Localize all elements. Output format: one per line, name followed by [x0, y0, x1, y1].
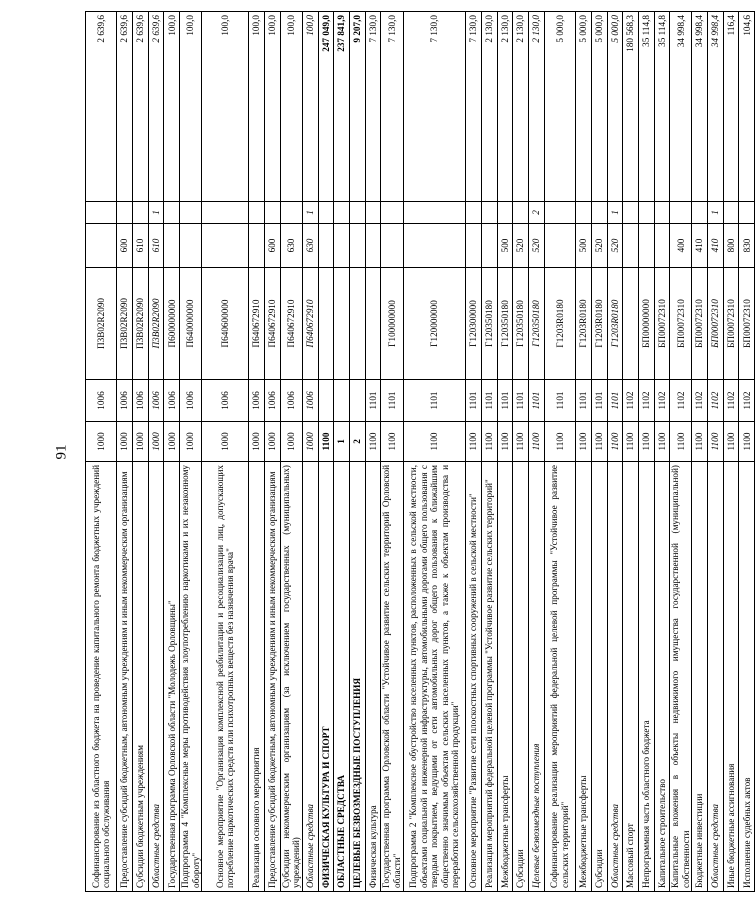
table-row — [692, 12, 708, 892]
row-expense-type-cell: 500 — [497, 224, 513, 268]
row-expense-type-cell: 400 — [670, 224, 692, 268]
row-section-cell: 1100 — [466, 422, 482, 462]
row-article-cell: П3В02R2090 — [86, 268, 117, 380]
table-row — [365, 12, 381, 892]
row-sum-cell: 237 841,9 — [334, 12, 350, 202]
row-name-cell: ЦЕЛЕВЫЕ БЕЗВОЗМЕЗДНЫЕ ПОСТУПЛЕНИЯ — [349, 462, 365, 892]
row-sum-cell: 100,0 — [265, 12, 281, 202]
row-section-cell: 1100 — [591, 422, 607, 462]
row-section-cell: 1 — [334, 422, 350, 462]
row-section-cell: 1000 — [148, 422, 164, 462]
row-article-cell: Г100000000 — [381, 268, 403, 380]
table-row — [591, 12, 607, 892]
row-sum-cell: 7 130,0 — [466, 12, 482, 202]
row-sum-cell: 100,0 — [280, 12, 302, 202]
row-section-cell: 1000 — [117, 422, 133, 462]
row-section-cell: 1100 — [607, 422, 623, 462]
row-section-cell: 1100 — [638, 422, 654, 462]
row-expense-type-cell: 600 — [265, 224, 281, 268]
row-expense-type-cell: 520 — [513, 224, 529, 268]
row-expense-type-cell: 630 — [302, 224, 318, 268]
row-article-cell: БП00072310 — [739, 268, 755, 380]
row-article-cell: Г120000000 — [403, 268, 466, 380]
table-row — [318, 12, 334, 892]
row-section-cell: 1000 — [302, 422, 318, 462]
row-subsection-cell: 1006 — [117, 380, 133, 422]
row-source-cell: 1 — [607, 202, 623, 224]
row-article-cell: П640672910 — [265, 268, 281, 380]
table-row — [148, 12, 164, 892]
table-row — [403, 12, 466, 892]
row-expense-type-cell — [638, 224, 654, 268]
row-source-cell — [403, 202, 466, 224]
row-article-cell: БП00000000 — [638, 268, 654, 380]
row-sum-cell: 2 130,0 — [529, 12, 545, 202]
row-section-cell: 1100 — [365, 422, 381, 462]
rotated-page-content — [85, 12, 752, 892]
row-source-cell — [349, 202, 365, 224]
row-source-cell — [117, 202, 133, 224]
row-source-cell — [692, 202, 708, 224]
row-sum-cell: 247 049,0 — [318, 12, 334, 202]
row-sum-cell: 9 207,0 — [349, 12, 365, 202]
row-article-cell: Г120350180 — [513, 268, 529, 380]
row-name-cell: Государственная программа Орловской области "Устойчивое развитие сельских территорий Орловской области" — [381, 462, 403, 892]
row-sum-cell: 34 998,4 — [708, 12, 724, 202]
table-row — [638, 12, 654, 892]
row-sum-cell: 5 000,0 — [576, 12, 592, 202]
table-row — [265, 12, 281, 892]
row-section-cell: 1100 — [708, 422, 724, 462]
row-subsection-cell: 1102 — [723, 380, 739, 422]
table-row — [302, 12, 318, 892]
row-source-cell: 1 — [148, 202, 164, 224]
table-row — [133, 12, 149, 892]
row-source-cell — [482, 202, 498, 224]
row-expense-type-cell: 520 — [591, 224, 607, 268]
table-row — [497, 12, 513, 892]
row-subsection-cell: 1101 — [365, 380, 381, 422]
row-sum-cell: 100,0 — [164, 12, 180, 202]
row-subsection-cell: 1101 — [403, 380, 466, 422]
row-name-cell: Предоставление субсидий бюджетным, автономным учреждениям и иным некоммерческим организациям — [117, 462, 133, 892]
row-source-cell: 1 — [302, 202, 318, 224]
row-subsection-cell — [318, 380, 334, 422]
row-article-cell: БП00072310 — [670, 268, 692, 380]
table-row — [117, 12, 133, 892]
row-article-cell: БП00072310 — [708, 268, 724, 380]
row-sum-cell: 34 998,4 — [670, 12, 692, 202]
row-article-cell: Г120350180 — [497, 268, 513, 380]
row-article-cell: Г120350180 — [482, 268, 498, 380]
row-section-cell: 1100 — [576, 422, 592, 462]
row-sum-cell: 35 114,8 — [638, 12, 654, 202]
row-article-cell: П3В02R2090 — [117, 268, 133, 380]
row-section-cell: 1100 — [529, 422, 545, 462]
row-expense-type-cell — [654, 224, 670, 268]
row-source-cell — [513, 202, 529, 224]
row-expense-type-cell — [365, 224, 381, 268]
row-sum-cell: 7 130,0 — [381, 12, 403, 202]
row-source-cell — [202, 202, 249, 224]
table-row — [349, 12, 365, 892]
table-row — [607, 12, 623, 892]
row-subsection-cell: 1102 — [623, 380, 639, 422]
table-row — [576, 12, 592, 892]
row-name-cell: Областные средства — [302, 462, 318, 892]
row-section-cell: 1100 — [544, 422, 575, 462]
row-article-cell — [349, 268, 365, 380]
row-name-cell: Бюджетные инвестиции — [692, 462, 708, 892]
table-row — [86, 12, 117, 892]
page-number: 91 — [53, 444, 70, 460]
row-name-cell: Физическая культура — [365, 462, 381, 892]
row-sum-cell: 34 998,4 — [692, 12, 708, 202]
row-article-cell: П3В02R2090 — [133, 268, 149, 380]
row-name-cell: Массовый спорт — [623, 462, 639, 892]
row-expense-type-cell — [403, 224, 466, 268]
row-expense-type-cell: 410 — [708, 224, 724, 268]
row-sum-cell: 2 639,6 — [133, 12, 149, 202]
row-article-cell: П640672910 — [280, 268, 302, 380]
row-source-cell: 1 — [708, 202, 724, 224]
row-source-cell — [466, 202, 482, 224]
row-section-cell: 1100 — [670, 422, 692, 462]
table-row — [334, 12, 350, 892]
row-sum-cell: 2 130,0 — [482, 12, 498, 202]
row-article-cell: Г1203R0180 — [591, 268, 607, 380]
table-row — [482, 12, 498, 892]
row-section-cell: 1100 — [723, 422, 739, 462]
table-row — [723, 12, 739, 892]
row-expense-type-cell — [381, 224, 403, 268]
row-sum-cell: 100,0 — [180, 12, 202, 202]
row-source-cell — [623, 202, 639, 224]
row-subsection-cell: 1102 — [692, 380, 708, 422]
row-section-cell: 1000 — [280, 422, 302, 462]
row-section-cell: 2 — [349, 422, 365, 462]
row-name-cell: Областные средства — [708, 462, 724, 892]
table-row — [180, 12, 202, 892]
table-row — [739, 12, 755, 892]
row-article-cell — [623, 268, 639, 380]
row-subsection-cell: 1006 — [265, 380, 281, 422]
row-name-cell: Софинансирование реализации мероприятий федеральной целевой программы "Устойчивое развитие сельских территорий" — [544, 462, 575, 892]
row-sum-cell: 104,6 — [739, 12, 755, 202]
row-subsection-cell: 1102 — [638, 380, 654, 422]
row-subsection-cell — [334, 380, 350, 422]
table-row — [623, 12, 639, 892]
row-source-cell — [249, 202, 265, 224]
row-article-cell: П640672910 — [249, 268, 265, 380]
row-source-cell — [723, 202, 739, 224]
row-sum-cell: 5 000,0 — [607, 12, 623, 202]
row-section-cell: 1000 — [265, 422, 281, 462]
row-source-cell — [739, 202, 755, 224]
row-section-cell: 1100 — [692, 422, 708, 462]
row-expense-type-cell — [334, 224, 350, 268]
table-row — [670, 12, 692, 892]
row-section-cell: 1100 — [513, 422, 529, 462]
row-article-cell — [334, 268, 350, 380]
row-subsection-cell: 1006 — [180, 380, 202, 422]
row-expense-type-cell: 830 — [739, 224, 755, 268]
row-section-cell: 1100 — [654, 422, 670, 462]
row-sum-cell: 100,0 — [249, 12, 265, 202]
table-row — [466, 12, 482, 892]
row-section-cell: 1100 — [381, 422, 403, 462]
row-subsection-cell: 1102 — [654, 380, 670, 422]
row-source-cell — [164, 202, 180, 224]
row-expense-type-cell — [466, 224, 482, 268]
row-subsection-cell: 1006 — [202, 380, 249, 422]
row-expense-type-cell: 410 — [692, 224, 708, 268]
row-article-cell: Г1203R0180 — [544, 268, 575, 380]
row-expense-type-cell — [86, 224, 117, 268]
row-article-cell: П600000000 — [164, 268, 180, 380]
table-row — [513, 12, 529, 892]
table-row — [654, 12, 670, 892]
table-row — [529, 12, 545, 892]
row-subsection-cell: 1006 — [86, 380, 117, 422]
row-expense-type-cell — [164, 224, 180, 268]
row-article-cell: Г1203R0180 — [576, 268, 592, 380]
row-expense-type-cell — [318, 224, 334, 268]
table-row — [708, 12, 724, 892]
row-sum-cell: 100,0 — [202, 12, 249, 202]
row-name-cell: Межбюджетные трансферты — [497, 462, 513, 892]
row-subsection-cell: 1101 — [466, 380, 482, 422]
row-name-cell: Подпрограмма 2 "Комплексное обустройство населенных пунктов, расположенных в сельской местности, объектами социальной и инженерной инфраструктуры, автомобильными дорогами общего пользования с твердым покрытием, ведущими от сети автомобильных дорог общего пользования к ближайшим общественно значимым объектам сельских населенных пунктов, а также к объектам производства и переработки сельскохозяйственной продукции" — [403, 462, 466, 892]
row-source-cell — [591, 202, 607, 224]
row-subsection-cell: 1101 — [513, 380, 529, 422]
row-expense-type-cell — [249, 224, 265, 268]
row-source-cell — [133, 202, 149, 224]
row-source-cell — [265, 202, 281, 224]
row-name-cell: Целевые безвозмездные поступления — [529, 462, 545, 892]
row-expense-type-cell: 500 — [576, 224, 592, 268]
row-source-cell: 2 — [529, 202, 545, 224]
row-name-cell: Субсидии — [591, 462, 607, 892]
row-name-cell: Непрограммная часть областного бюджета — [638, 462, 654, 892]
row-expense-type-cell — [623, 224, 639, 268]
table-row — [280, 12, 302, 892]
row-source-cell — [576, 202, 592, 224]
row-expense-type-cell — [202, 224, 249, 268]
row-section-cell: 1100 — [318, 422, 334, 462]
row-name-cell: ФИЗИЧЕСКАЯ КУЛЬТУРА И СПОРТ — [318, 462, 334, 892]
row-sum-cell: 100,0 — [302, 12, 318, 202]
row-subsection-cell: 1101 — [544, 380, 575, 422]
row-name-cell: Межбюджетные трансферты — [576, 462, 592, 892]
row-sum-cell: 35 114,8 — [654, 12, 670, 202]
row-name-cell: Субсидии некоммерческим организациям (за исключением государственных (муниципальных) учреждений) — [280, 462, 302, 892]
row-article-cell: П640600000 — [202, 268, 249, 380]
row-source-cell — [365, 202, 381, 224]
row-subsection-cell: 1101 — [607, 380, 623, 422]
row-name-cell: Областные средства — [607, 462, 623, 892]
row-subsection-cell: 1006 — [249, 380, 265, 422]
row-name-cell: ОБЛАСТНЫЕ СРЕДСТВА — [334, 462, 350, 892]
row-subsection-cell: 1102 — [708, 380, 724, 422]
row-source-cell — [318, 202, 334, 224]
row-source-cell — [381, 202, 403, 224]
row-source-cell — [497, 202, 513, 224]
row-source-cell — [334, 202, 350, 224]
row-article-cell — [318, 268, 334, 380]
row-article-cell — [365, 268, 381, 380]
row-subsection-cell: 1006 — [148, 380, 164, 422]
row-source-cell — [654, 202, 670, 224]
row-section-cell: 1000 — [86, 422, 117, 462]
row-subsection-cell: 1102 — [670, 380, 692, 422]
row-name-cell: Основное мероприятие "Организация комплексной реабилитации и ресоциализации лиц, допускающих потребление наркотических средств или психотропных веществ без назначения врача" — [202, 462, 249, 892]
row-sum-cell: 5 000,0 — [544, 12, 575, 202]
row-expense-type-cell: 520 — [529, 224, 545, 268]
table-row — [381, 12, 403, 892]
row-expense-type-cell: 610 — [148, 224, 164, 268]
row-article-cell: П640672910 — [302, 268, 318, 380]
row-source-cell — [670, 202, 692, 224]
row-expense-type-cell: 630 — [280, 224, 302, 268]
row-name-cell: Областные средства — [148, 462, 164, 892]
row-source-cell — [638, 202, 654, 224]
row-article-cell: БП00072310 — [723, 268, 739, 380]
row-subsection-cell: 1006 — [280, 380, 302, 422]
row-sum-cell: 2 130,0 — [497, 12, 513, 202]
row-name-cell: Субсидии бюджетным учреждениям — [133, 462, 149, 892]
row-name-cell: Реализация основного мероприятия — [249, 462, 265, 892]
row-expense-type-cell — [544, 224, 575, 268]
row-sum-cell: 116,4 — [723, 12, 739, 202]
row-subsection-cell: 1101 — [576, 380, 592, 422]
budget-table — [85, 11, 755, 892]
row-name-cell: Капитальные вложения в объекты недвижимого имущества государственной (муниципальной) собственности — [670, 462, 692, 892]
row-name-cell: Реализация мероприятий федеральной целевой программы "Устойчивое развитие сельских территорий" — [482, 462, 498, 892]
row-expense-type-cell: 600 — [117, 224, 133, 268]
row-name-cell: Исполнение судебных актов — [739, 462, 755, 892]
row-section-cell: 1000 — [249, 422, 265, 462]
row-sum-cell: 2 639,6 — [86, 12, 117, 202]
row-subsection-cell: 1102 — [739, 380, 755, 422]
table-row — [249, 12, 265, 892]
row-sum-cell: 5 000,0 — [591, 12, 607, 202]
row-section-cell: 1100 — [403, 422, 466, 462]
row-source-cell — [180, 202, 202, 224]
row-section-cell: 1000 — [164, 422, 180, 462]
row-source-cell — [544, 202, 575, 224]
row-subsection-cell: 1101 — [497, 380, 513, 422]
row-name-cell: Государственная программа Орловской области "Молодежь Орловщины" — [164, 462, 180, 892]
row-name-cell: Капитальное строительство — [654, 462, 670, 892]
row-subsection-cell: 1006 — [133, 380, 149, 422]
row-section-cell: 1100 — [482, 422, 498, 462]
row-article-cell: БП00072310 — [654, 268, 670, 380]
row-subsection-cell: 1006 — [302, 380, 318, 422]
row-article-cell: П640000000 — [180, 268, 202, 380]
row-expense-type-cell: 800 — [723, 224, 739, 268]
row-sum-cell: 2 130,0 — [513, 12, 529, 202]
row-expense-type-cell — [349, 224, 365, 268]
row-section-cell: 1000 — [133, 422, 149, 462]
row-expense-type-cell — [180, 224, 202, 268]
row-article-cell: Г1203R0180 — [607, 268, 623, 380]
row-name-cell: Иные бюджетные ассигнования — [723, 462, 739, 892]
row-section-cell: 1100 — [497, 422, 513, 462]
row-section-cell: 1100 — [623, 422, 639, 462]
row-subsection-cell: 1101 — [381, 380, 403, 422]
table-row — [544, 12, 575, 892]
row-source-cell — [86, 202, 117, 224]
table-row — [202, 12, 249, 892]
row-section-cell: 1100 — [739, 422, 755, 462]
row-expense-type-cell: 610 — [133, 224, 149, 268]
row-sum-cell: 2 639,6 — [148, 12, 164, 202]
row-sum-cell: 180 568,3 — [623, 12, 639, 202]
row-name-cell: Подпрограмма 4 "Комплексные меры противодействия злоупотреблению наркотиками и их незаконному обороту" — [180, 462, 202, 892]
row-article-cell: БП00072310 — [692, 268, 708, 380]
row-section-cell: 1000 — [202, 422, 249, 462]
budget-table-body — [86, 12, 755, 892]
row-name-cell: Софинансирование из областного бюджета на проведение капитального ремонта бюджетных учреждений социального обслуживания — [86, 462, 117, 892]
row-subsection-cell — [349, 380, 365, 422]
row-section-cell: 1000 — [180, 422, 202, 462]
row-subsection-cell: 1101 — [591, 380, 607, 422]
row-sum-cell: 7 130,0 — [365, 12, 381, 202]
row-name-cell: Субсидии — [513, 462, 529, 892]
row-subsection-cell: 1101 — [529, 380, 545, 422]
row-expense-type-cell: 520 — [607, 224, 623, 268]
row-article-cell: П3В02R2090 — [148, 268, 164, 380]
row-name-cell: Основное мероприятие "Развитие сети плоскостных спортивных сооружений в сельской местности" — [466, 462, 482, 892]
row-source-cell — [280, 202, 302, 224]
row-sum-cell: 2 639,6 — [117, 12, 133, 202]
row-expense-type-cell — [482, 224, 498, 268]
row-subsection-cell: 1101 — [482, 380, 498, 422]
row-article-cell: Г120350180 — [529, 268, 545, 380]
table-row — [164, 12, 180, 892]
row-article-cell: Г120300000 — [466, 268, 482, 380]
row-sum-cell: 7 130,0 — [403, 12, 466, 202]
row-subsection-cell: 1006 — [164, 380, 180, 422]
row-name-cell: Предоставление субсидий бюджетным, автономным учреждениям и иным некоммерческим организациям — [265, 462, 281, 892]
